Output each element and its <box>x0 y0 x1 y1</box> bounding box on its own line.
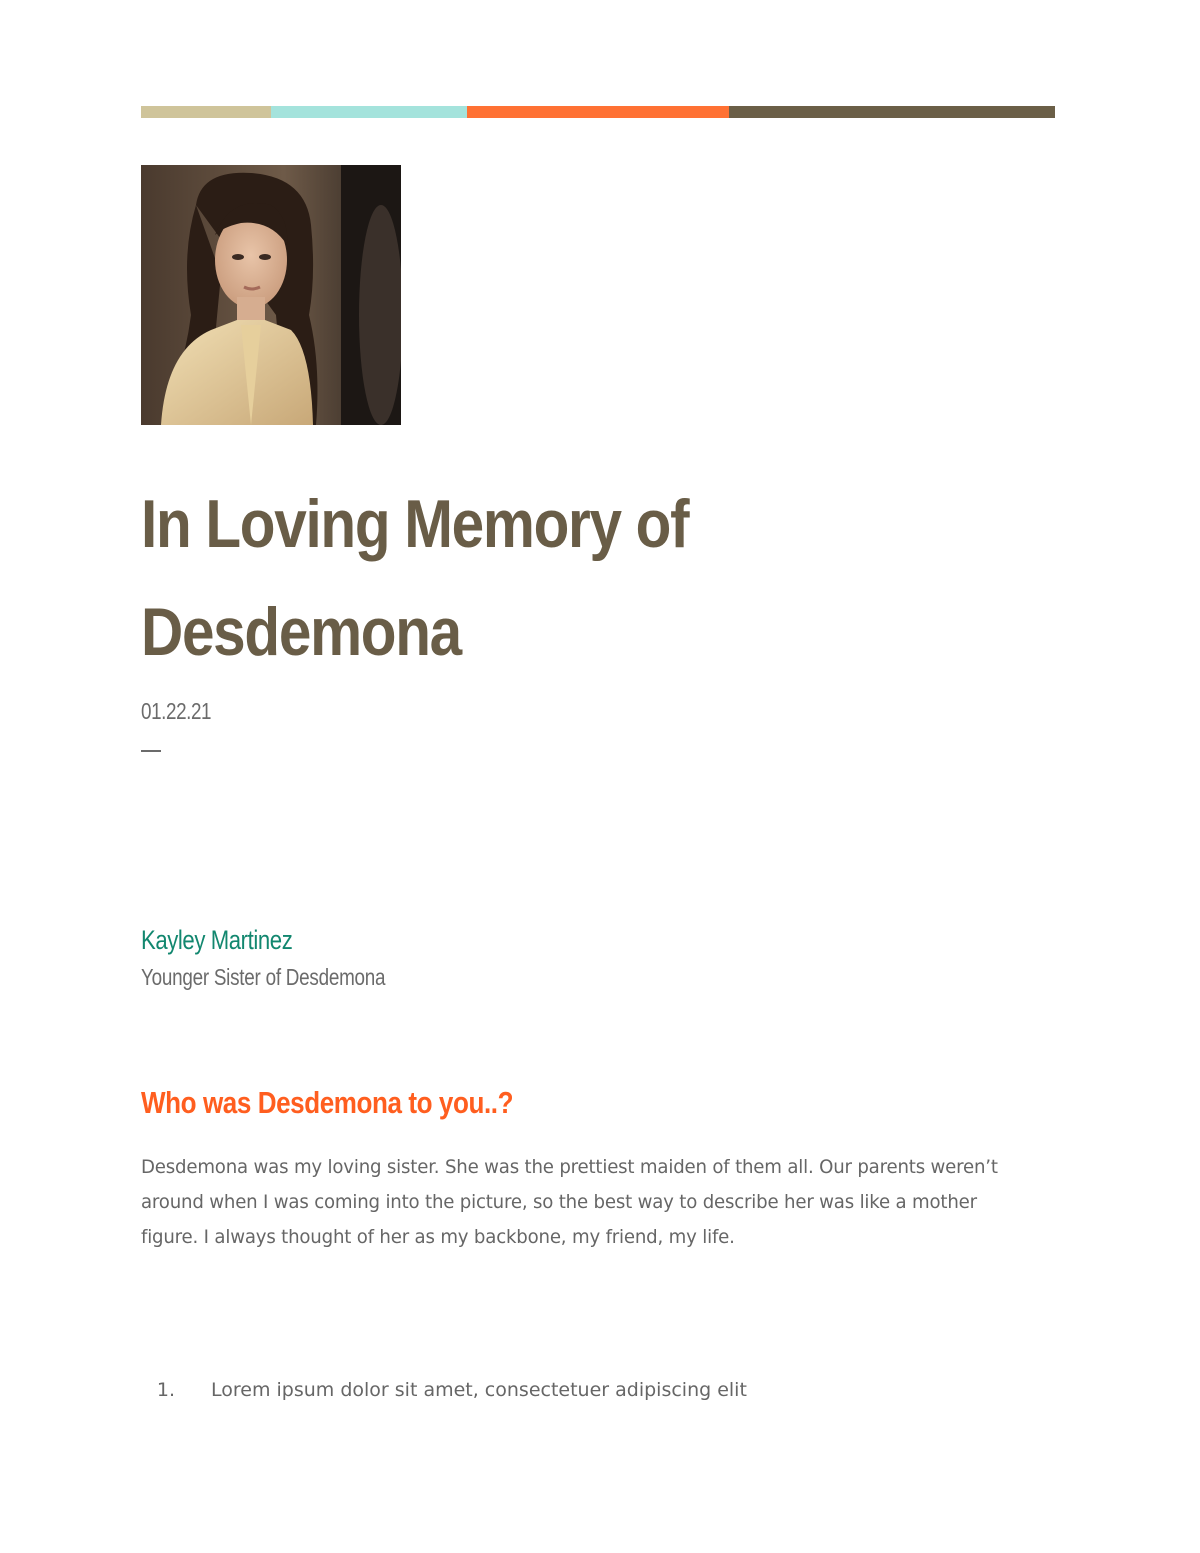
list-item-text: Lorem ipsum dolor sit amet, consectetuer adipiscing elit <box>211 1379 747 1401</box>
numbered-list <box>141 1373 747 1408</box>
color-bar-segment-orange <box>467 106 729 118</box>
author-role: Younger Sister of Desdemona <box>141 964 386 990</box>
color-bar-segment-aqua <box>271 106 467 118</box>
list-item <box>141 1373 747 1408</box>
page-title-line-1: In Loving Memory of <box>141 486 689 562</box>
section-body: Desdemona was my loving sister. She was the prettiest maiden of them all. Our parents weren’t around when I was coming into the picture, so the best way to describe her was like a mother figure. I always thought of her as my backbone, my friend, my life. <box>141 1156 998 1248</box>
decorative-color-bar <box>141 106 1055 118</box>
memorial-date: 01.22.21 <box>141 698 212 724</box>
date-dash-divider <box>141 750 161 752</box>
color-bar-segment-brown <box>729 106 1055 118</box>
page-title-line-2: Desdemona <box>141 594 461 670</box>
portrait-photo-icon <box>141 165 401 425</box>
list-item-number: 1. <box>156 1379 175 1401</box>
section-heading: Who was Desdemona to you..? <box>141 1085 514 1120</box>
color-bar-segment-tan <box>141 106 271 118</box>
page-title <box>141 470 915 686</box>
author-name: Kayley Martinez <box>141 925 293 955</box>
portrait-photo <box>141 165 401 425</box>
